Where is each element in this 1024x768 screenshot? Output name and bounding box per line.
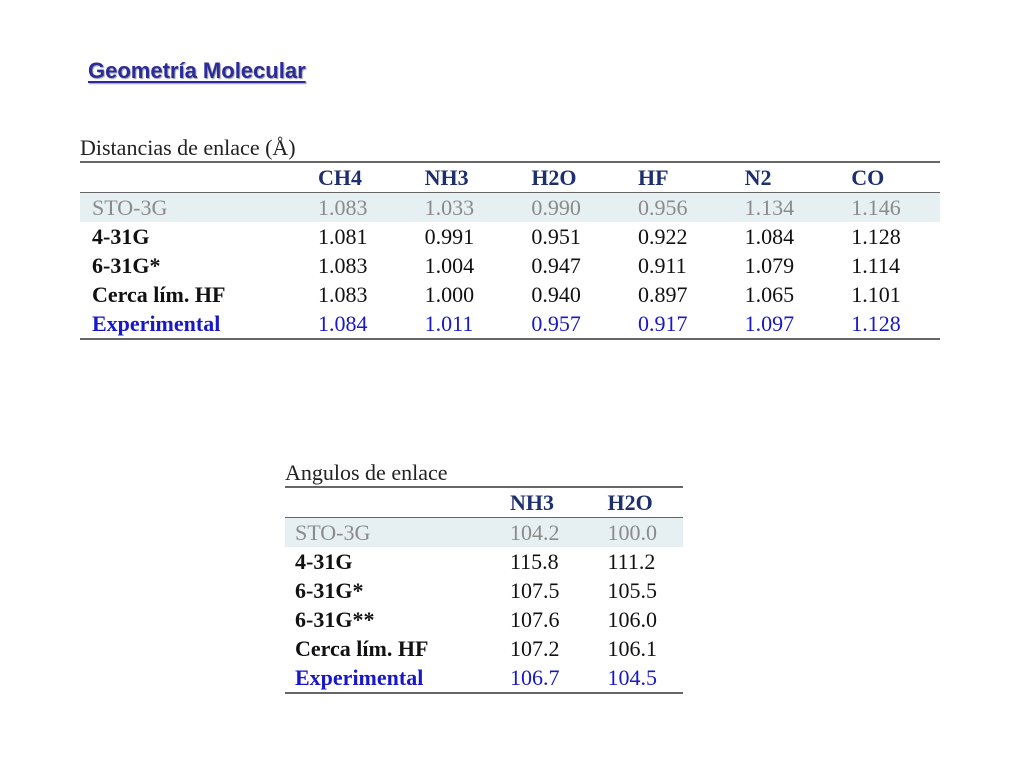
table-cell: 115.8: [510, 548, 559, 574]
table-cell: 106.0: [607, 606, 657, 632]
table-cell: 1.004: [424, 252, 475, 278]
row-label: Cerca lím. HF: [92, 281, 226, 307]
header-cell: CO: [833, 162, 940, 193]
table-cell: 104.2: [510, 519, 560, 545]
table-row: [80, 193, 940, 223]
table-cell: 0.917: [637, 310, 688, 336]
table-row: [285, 634, 683, 663]
table-cell: 111.2: [607, 548, 656, 574]
table-cell: 1.081: [318, 223, 368, 249]
table-cell: 105.5: [607, 577, 657, 603]
table-cell: 106.7: [510, 664, 560, 690]
row-label: STO-3G: [295, 519, 371, 545]
header-cell: NH3: [488, 487, 586, 518]
table-cell: 1.146: [851, 194, 901, 220]
table-cell: 1.128: [851, 223, 901, 249]
header-cell: HF: [620, 162, 727, 193]
bond-angles-caption: Angulos de enlace: [285, 460, 448, 485]
table-cell: 0.911: [637, 252, 687, 278]
bond-angles-block: [285, 460, 683, 694]
row-label: STO-3G: [92, 194, 168, 220]
table-cell: 107.6: [510, 606, 560, 632]
table-row: [285, 663, 683, 693]
table-row: [80, 309, 940, 339]
header-label-cell: [285, 487, 488, 518]
table-cell: 1.128: [851, 310, 901, 336]
table-cell: 0.922: [637, 223, 688, 249]
header-label-cell: [80, 162, 300, 193]
table-row: [285, 547, 683, 576]
table-cell: 1.101: [851, 281, 901, 307]
table-row: [285, 605, 683, 634]
table-cell: 1.011: [424, 310, 474, 336]
table-row: [80, 251, 940, 280]
table-cell: 1.083: [318, 252, 368, 278]
row-label: Cerca lím. HF: [295, 635, 429, 661]
table-cell: 1.083: [318, 281, 368, 307]
table-cell: 1.000: [424, 281, 475, 307]
table-header-row: [285, 487, 683, 518]
row-label: Experimental: [295, 664, 424, 690]
table-cell: 100.0: [607, 519, 657, 545]
table-cell: 1.065: [744, 281, 795, 307]
row-label: Experimental: [92, 310, 221, 336]
table-cell: 106.1: [607, 635, 657, 661]
table-cell: 1.084: [318, 310, 368, 336]
table-cell: 107.2: [510, 635, 560, 661]
table-cell: 0.991: [424, 223, 475, 249]
table-row: [285, 518, 683, 548]
table-row: [285, 576, 683, 605]
table-cell: 0.990: [531, 194, 581, 220]
header-cell: CH4: [300, 162, 407, 193]
table-cell: 1.114: [851, 252, 900, 278]
bond-distances-caption: Distancias de enlace (Å): [80, 135, 296, 160]
table-cell: 0.957: [531, 310, 581, 336]
slide-title: Geometría Molecular: [88, 58, 306, 83]
table-cell: 1.084: [744, 223, 795, 249]
table-cell: 1.079: [744, 252, 795, 278]
table-cell: 1.033: [424, 194, 475, 220]
header-cell: H2O: [586, 487, 684, 518]
bond-distances-table: [80, 161, 940, 340]
row-label: 6-31G**: [295, 606, 375, 632]
header-cell: NH3: [407, 162, 514, 193]
header-cell: H2O: [513, 162, 620, 193]
table-row: [80, 280, 940, 309]
bond-distances-block: [80, 135, 940, 340]
row-label: 4-31G: [92, 223, 150, 249]
table-cell: 1.083: [318, 194, 368, 220]
table-header-row: [80, 162, 940, 193]
table-row: [80, 222, 940, 251]
table-cell: 107.5: [510, 577, 560, 603]
table-cell: 0.897: [637, 281, 688, 307]
table-cell: 0.947: [531, 252, 581, 278]
bond-angles-table: [285, 486, 683, 694]
table-cell: 0.956: [637, 194, 688, 220]
row-label: 4-31G: [295, 548, 353, 574]
header-cell: N2: [727, 162, 834, 193]
table-cell: 104.5: [607, 664, 657, 690]
table-cell: 0.940: [531, 281, 581, 307]
row-label: 6-31G*: [92, 252, 161, 278]
table-cell: 1.134: [744, 194, 795, 220]
row-label: 6-31G*: [295, 577, 364, 603]
table-cell: 1.097: [744, 310, 795, 336]
table-cell: 0.951: [531, 223, 581, 249]
